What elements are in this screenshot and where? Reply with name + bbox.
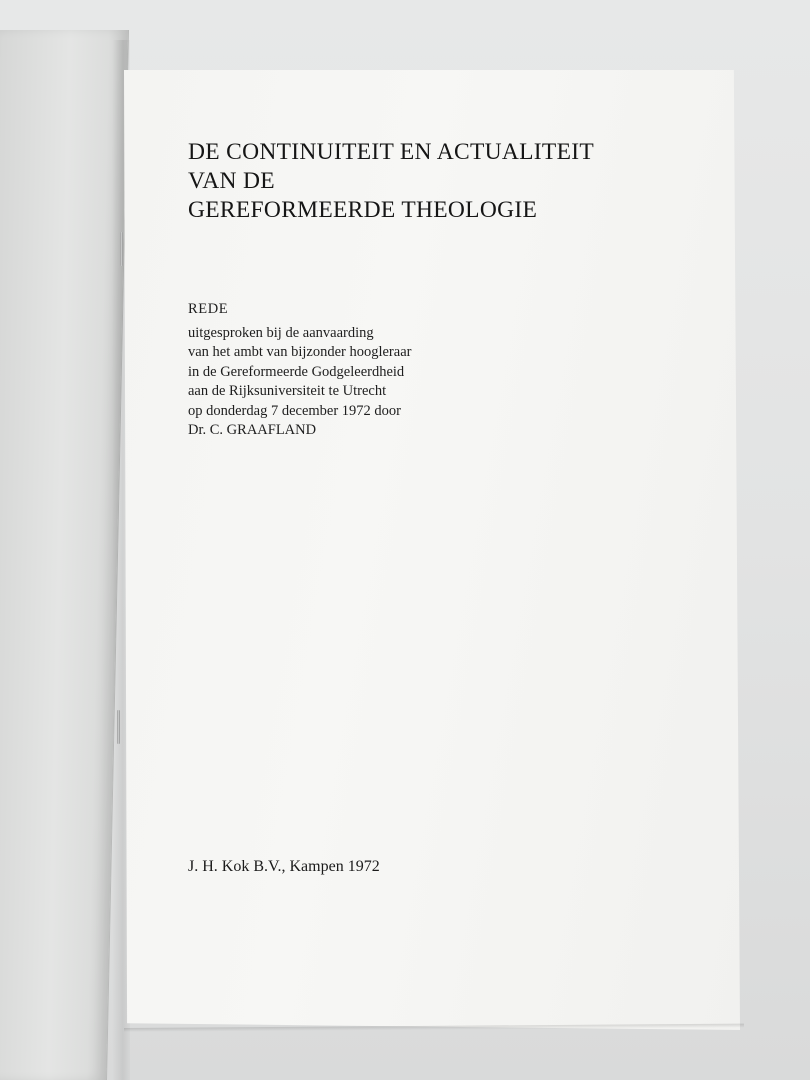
oration-line: op donderdag 7 december 1972 door <box>188 402 402 419</box>
page-edge-shadow <box>124 1024 744 1032</box>
title-line-1: DE CONTINUITEIT EN ACTUALITEIT <box>188 139 595 165</box>
oration-label: REDE <box>188 301 229 317</box>
oration-block <box>188 300 608 441</box>
publisher-imprint: J. H. Kok B.V., Kampen 1972 <box>188 858 380 875</box>
title-line-3: GEREFORMEERDE THEOLOGIE <box>188 197 538 223</box>
staple-bottom <box>117 710 120 744</box>
oration-line: uitgesproken bij de aanvaarding <box>188 324 374 341</box>
page-title <box>188 138 688 225</box>
title-line-2: VAN DE <box>188 168 275 194</box>
oration-line: van het ambt van bijzonder hoogleraar <box>188 344 412 360</box>
oration-line: in de Gereformeerde Godgeleerdheid <box>188 363 405 380</box>
staple-top <box>120 232 123 266</box>
title-block <box>188 138 688 225</box>
author-name: Dr. C. GRAAFLAND <box>188 422 317 438</box>
left-page <box>0 30 129 1080</box>
oration-line: aan de Rijksuniversiteit te Utrecht <box>188 383 387 399</box>
